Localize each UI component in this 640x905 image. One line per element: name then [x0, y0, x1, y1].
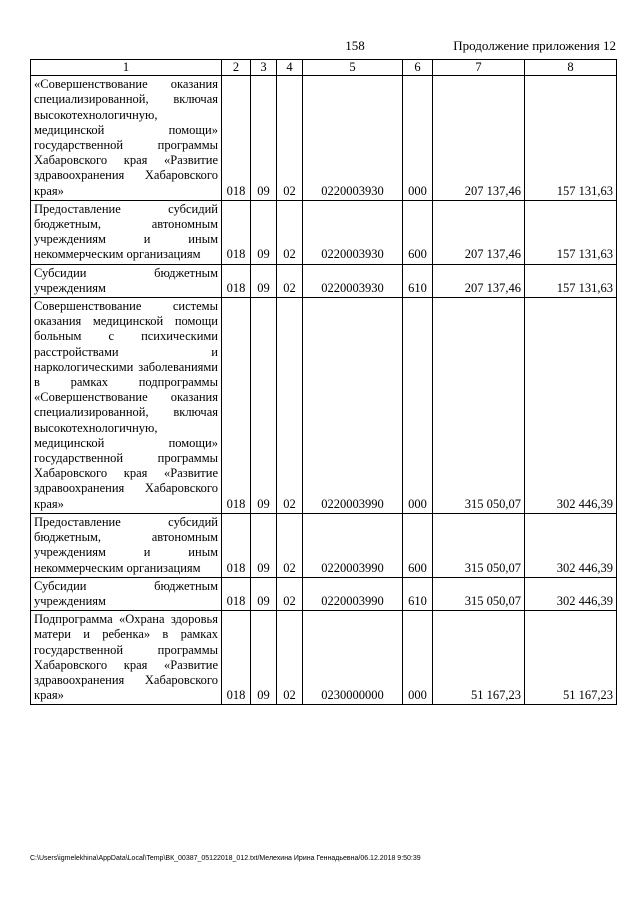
amount-col8: 157 131,63	[525, 200, 617, 264]
section-code: 09	[251, 611, 277, 705]
expense-type-code: 600	[403, 200, 433, 264]
amount-col8: 302 446,39	[525, 298, 617, 514]
amount-col7: 315 050,07	[433, 298, 525, 514]
expense-type-code: 610	[403, 577, 433, 610]
budget-table	[30, 59, 617, 705]
section-code: 09	[251, 298, 277, 514]
section-code: 09	[251, 76, 277, 201]
section-code: 09	[251, 200, 277, 264]
amount-col7: 207 137,46	[433, 264, 525, 297]
table-row	[31, 76, 617, 201]
column-header: 6	[403, 60, 433, 76]
amount-col8: 157 131,63	[525, 264, 617, 297]
ministry-code: 018	[222, 611, 251, 705]
expense-type-code: 000	[403, 611, 433, 705]
ministry-code: 018	[222, 200, 251, 264]
amount-col7: 315 050,07	[433, 513, 525, 577]
column-header: 3	[251, 60, 277, 76]
row-name: Подпрограмма «Охрана здоровья матери и ребенка» в рамках государственной программы Хабаровского края «Развитие здравоохранения Хабаровского края»	[31, 611, 222, 705]
ministry-code: 018	[222, 76, 251, 201]
amount-col7: 207 137,46	[433, 76, 525, 201]
target-article-code: 0220003930	[303, 200, 403, 264]
column-header: 5	[303, 60, 403, 76]
table-row	[31, 200, 617, 264]
section-code: 09	[251, 513, 277, 577]
expense-type-code: 610	[403, 264, 433, 297]
column-header: 8	[525, 60, 617, 76]
subsection-code: 02	[277, 298, 303, 514]
target-article-code: 0220003990	[303, 513, 403, 577]
file-path-footer: C:\Users\igmelekhina\AppData\Local\Temp\ВК_00387_05122018_012.txt/Мелехина Ирина Геннадьевна/06.12.2018 9:50:39	[30, 855, 421, 862]
column-header: 7	[433, 60, 525, 76]
expense-type-code: 000	[403, 298, 433, 514]
subsection-code: 02	[277, 76, 303, 201]
appendix-label: Продолжение приложения 12	[453, 38, 616, 53]
subsection-code: 02	[277, 577, 303, 610]
amount-col8: 302 446,39	[525, 513, 617, 577]
amount-col7: 207 137,46	[433, 200, 525, 264]
table-row	[31, 513, 617, 577]
column-header-row	[31, 60, 617, 76]
subsection-code: 02	[277, 611, 303, 705]
target-article-code: 0230000000	[303, 611, 403, 705]
page-number: 158	[345, 38, 365, 53]
table-row	[31, 611, 617, 705]
row-name: «Совершенствование оказания специализированной, включая высокотехнологичную, медицинской помощи» государственной программы Хабаровского края «Развитие здравоохранения Хабаровского края»	[31, 76, 222, 201]
amount-col7: 51 167,23	[433, 611, 525, 705]
ministry-code: 018	[222, 577, 251, 610]
amount-col8: 302 446,39	[525, 577, 617, 610]
target-article-code: 0220003930	[303, 76, 403, 201]
section-code: 09	[251, 264, 277, 297]
amount-col8: 51 167,23	[525, 611, 617, 705]
table-row	[31, 577, 617, 610]
amount-col8: 157 131,63	[525, 76, 617, 201]
ministry-code: 018	[222, 264, 251, 297]
target-article-code: 0220003990	[303, 577, 403, 610]
ministry-code: 018	[222, 513, 251, 577]
table-row	[31, 264, 617, 297]
subsection-code: 02	[277, 264, 303, 297]
section-code: 09	[251, 577, 277, 610]
row-name: Предоставление субсидий бюджетным, автономным учреждениям и иным некоммерческим организациям	[31, 200, 222, 264]
expense-type-code: 000	[403, 76, 433, 201]
row-name: Совершенствование системы оказания медицинской помощи больным с психическими расстройствами и наркологическими заболеваниями в рамках подпрограммы «Совершенствование оказания специализированной, включая высокотехнологичную, медицинской помощи» государственной программы Хабаровского края «Развитие здравоохранения Хабаровского края»	[31, 298, 222, 514]
ministry-code: 018	[222, 298, 251, 514]
table-row	[31, 298, 617, 514]
subsection-code: 02	[277, 513, 303, 577]
amount-col7: 315 050,07	[433, 577, 525, 610]
row-name: Субсидии бюджетным учреждениям	[31, 577, 222, 610]
column-header: 4	[277, 60, 303, 76]
row-name: Предоставление субсидий бюджетным, автономным учреждениям и иным некоммерческим организациям	[31, 513, 222, 577]
expense-type-code: 600	[403, 513, 433, 577]
subsection-code: 02	[277, 200, 303, 264]
row-name: Субсидии бюджетным учреждениям	[31, 264, 222, 297]
target-article-code: 0220003990	[303, 298, 403, 514]
target-article-code: 0220003930	[303, 264, 403, 297]
column-header: 2	[222, 60, 251, 76]
column-header: 1	[31, 60, 222, 76]
